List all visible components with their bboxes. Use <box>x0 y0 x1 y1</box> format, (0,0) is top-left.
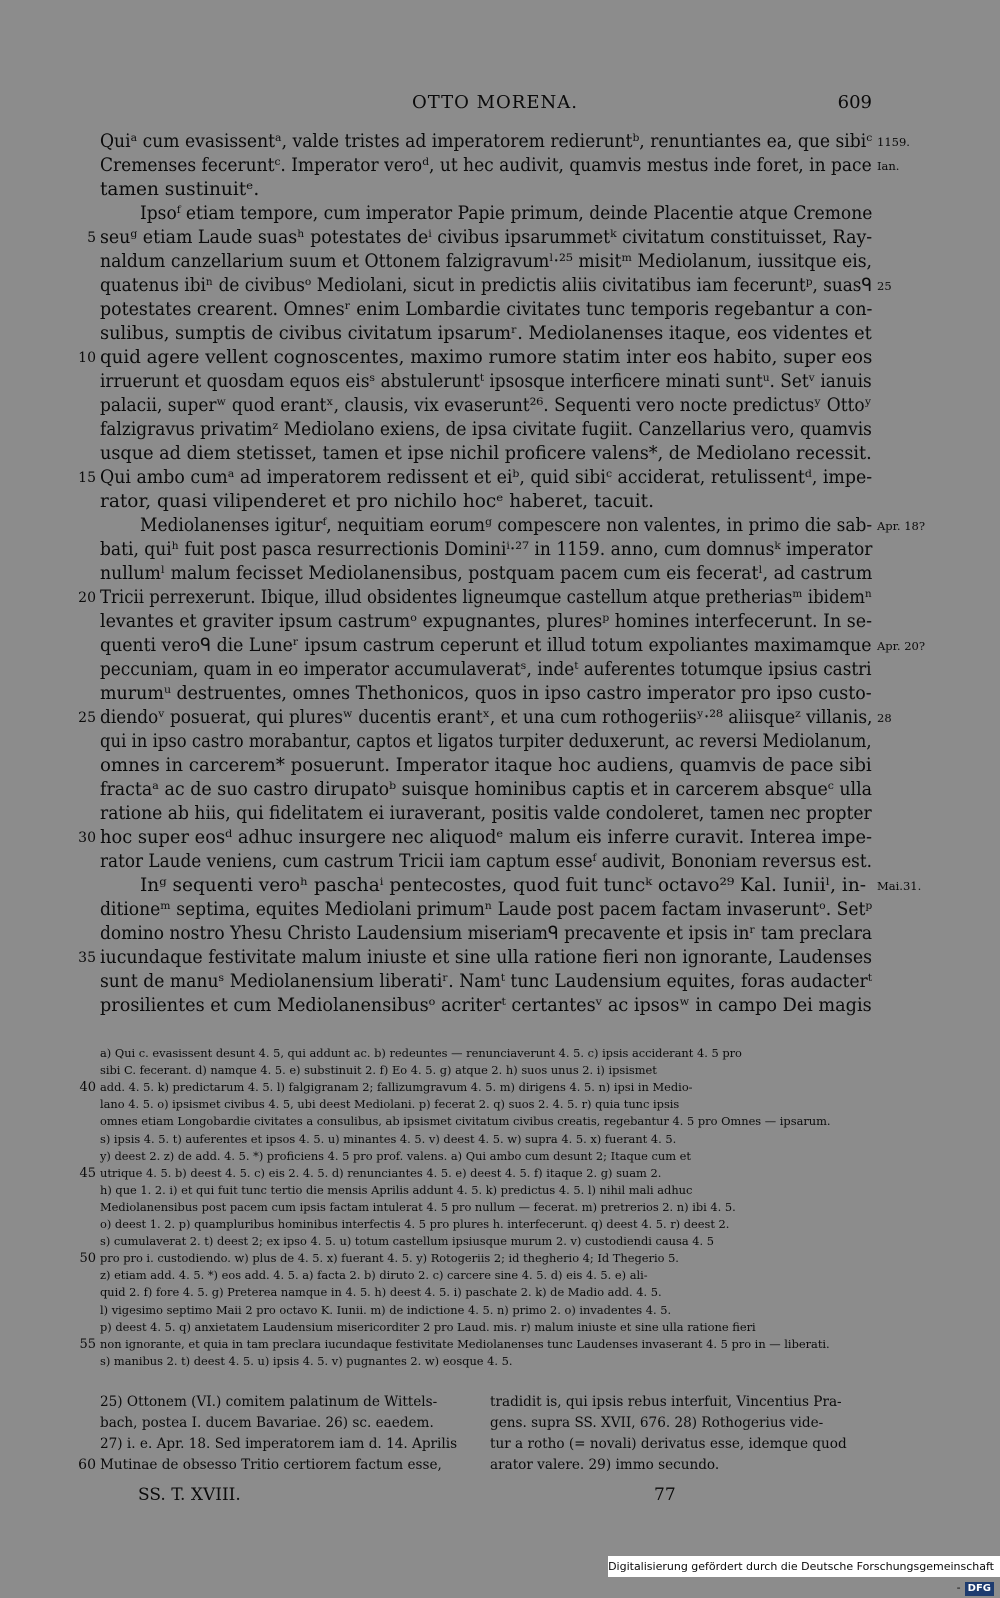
text-line: domino nostro Yhesu Christo Laudensium miseriamᑫ precavente et ipsis inʳ tam preclara <box>100 923 873 944</box>
footnote-line: o) deest 1. 2. p) quampluribus hominibus interfectis 4. 5 pro plures h. interfecerunt. q) deest 4. 5. r) deest 2. <box>100 1217 730 1231</box>
line-number: 35 <box>78 950 96 966</box>
text-line: quid agere vellent cognoscentes, maximo rumore statim inter eos habito, super eos <box>100 347 873 368</box>
note-right-line: tur a rotho (= novali) derivatus esse, idemque quod <box>490 1436 847 1452</box>
page-number: 609 <box>837 92 872 113</box>
margin-note: Apr. 20? <box>877 639 926 653</box>
text-line: fractaᵃ ac de suo castro dirupatoᵇ suisque hominibus captis et in carcerem absqueᶜ ulla <box>100 779 873 800</box>
text-line: peccuniam, quam in eo imperator accumulaveratˢ, indeᵗ auferentes totumque ipsius castri <box>100 659 872 680</box>
footnote-line: Mediolanensibus post pacem cum ipsis factam intulerat 4. 5 pro nullum — fecerat. m) pretrerios 2. n) ibi 4. 5. <box>100 1199 736 1214</box>
page-footer <box>0 1485 1000 1509</box>
footnote-line: quid 2. f) fore 4. 5. g) Preterea namque in 4. 5. h) deest 4. 5. i) paschate 2. k) de Madio add. 4. 5. <box>100 1285 662 1300</box>
footnote-line: p) deest 4. 5. q) anxietatem Laudensium misericorditer 2 pro Laud. mis. r) malum iniuste et sine ulla ratione fieri <box>100 1319 756 1334</box>
text-line: palacii, superʷ quod erantˣ, clausis, vix evaserunt²⁶. Sequenti vero nocte predictusʸ Ottoʸ <box>100 395 872 416</box>
line-number: 45 <box>79 1165 96 1181</box>
note-left-line: bach, postea I. ducem Bavariae. 26) sc. eaedem. <box>100 1415 434 1431</box>
margin-note: 1159. <box>877 135 910 149</box>
text-line: Mediolanenses igiturᶠ, nequitiam eorumᵍ compescere non valentes, in primo die sab- <box>140 515 873 536</box>
line-number: 20 <box>78 590 96 606</box>
text-line: ratione ab hiis, qui fidelitatem ei iuraverant, positis valde condoleret, tamen nec propter <box>100 803 872 824</box>
text-line: qui in ipso castro morabantur, captos et ligatos turpiter deduxerunt, ac reversi Mediolanum, <box>100 731 872 752</box>
text-line: Inᵍ sequenti veroʰ paschaⁱ pentecostes, quod fuit tuncᵏ octavo²⁹ Kal. Iuniiˡ, in- <box>140 875 867 896</box>
text-line: seuᵍ etiam Laude suasʰ potestates deⁱ civibus ipsarummetᵏ civitatum constituisset, Ray- <box>100 227 873 248</box>
footnote-line: a) Qui c. evasissent desunt 4. 5, qui addunt ac. b) redeuntes — renunciaverunt 4. 5. c) ipsis acciderant 4. 5 pro <box>100 1046 742 1060</box>
margin-note: 25 <box>877 279 892 293</box>
margin-note: Apr. 18? <box>877 519 926 533</box>
text-line: diendoᵛ posuerat, qui pluresʷ ducentis erantˣ, et una cum rothogeriisʸ·²⁸ aliisqueᶻ villanis, <box>100 707 873 728</box>
margin-note: Ian. <box>877 159 900 173</box>
text-line: murumᵘ destruentes, omnes Thethonicos, quos in ipso castro imperator pro ipso custo- <box>100 683 872 704</box>
footnote-line: s) ipsis 4. 5. t) auferentes et ipsos 4. 5. u) minantes 4. 5. v) deest 4. 5. w) supra 4. 5. x) fuerant 4. 5. <box>100 1131 677 1146</box>
note-right-line: tradidit is, qui ipsis rebus interfuit, Vincentius Pra- <box>490 1394 842 1410</box>
funding-text: Digitalisierung gefördert durch die Deutsche Forschungsgemeinschaft - <box>608 1560 994 1594</box>
text-line: Qui ambo cumᵃ ad imperatorem redissent et eiᵇ, quid sibiᶜ acciderat, retulissentᵈ, impe- <box>100 467 873 488</box>
dfg-logo: DFG <box>965 1582 994 1596</box>
note-left-line: Mutinae de obsesso Tritio certiorem factum esse, <box>100 1457 442 1473</box>
footnote-line: add. 4. 5. k) predictarum 4. 5. l) falgigranam 2; fallizumgravum 4. 5. m) dirigens 4. 5. n) ipsi in Medio- <box>100 1080 693 1095</box>
footnote-line: s) cumulaverat 2. t) deest 2; ex ipso 4. 5. u) totum castellum ipsiusque murum 2. v) custodiendi causa 4. 5 <box>100 1234 715 1249</box>
page-header <box>0 92 1000 122</box>
margin-note: Mai.31. <box>877 879 922 893</box>
footnote-line: sibi C. fecerant. d) namque 4. 5. e) substinuit 2. f) Eo 4. 5. g) atque 2. h) suos unus 2. i) ipsismet <box>100 1063 657 1078</box>
text-line: ditioneᵐ septima, equites Mediolani primumⁿ Laude post pacem factam invaseruntᵒ. Setᵖ <box>100 899 873 920</box>
text-line: rator, quasi vilipenderet et pro nichilo hocᵉ haberet, tacuit. <box>100 491 654 512</box>
text-line: usque ad diem stetisset, tamen et ipse nichil proficere valens*, de Mediolano recessit. <box>100 443 872 464</box>
footnote-line: lano 4. 5. o) ipsismet civibus 4. 5, ubi deest Mediolani. p) fecerat 2. q) suos 2. 4. 5. r) quia tunc ipsis <box>100 1097 680 1112</box>
text-line: levantes et graviter ipsum castrumᵒ expugnantes, pluresᵖ homines interfecerunt. In se- <box>100 611 872 632</box>
volume-signature: SS. T. XVIII. <box>138 1485 241 1505</box>
text-line: Tricii perrexerunt. Ibique, illud obsidentes ligneumque castellum atque pretheriasᵐ ibidemⁿ <box>100 587 873 608</box>
line-number: 30 <box>78 830 96 846</box>
footnote-line: h) que 1. 2. i) et qui fuit tunc tertio die mensis Aprilis addunt 4. 5. k) predictus 4. 5. l) nihil mali adhuc <box>100 1182 693 1197</box>
footnote-line: l) vigesimo septimo Maii 2 pro octavo K. Iunii. m) de indictione 4. 5. n) primo 2. o) invadentes 4. 5. <box>100 1302 672 1317</box>
text-line: Quiᵃ cum evasissentᵃ, valde tristes ad imperatorem redieruntᵇ, renuntiantes ea, que sibiᶜ <box>100 131 873 152</box>
line-number: 40 <box>79 1080 96 1096</box>
note-right-line: gens. supra SS. XVII, 676. 28) Rothogerius vide- <box>490 1415 824 1431</box>
footnote-line: pro pro i. custodiendo. w) plus de 4. 5. x) fuerant 4. 5. y) Rotogeriis 2; id theghеrio 4; Id Thegerio 5. <box>100 1251 679 1266</box>
text-line: iucundaque festivitate malum iniuste et sine ulla ratione fieri non ignorante, Laudenses <box>100 947 873 968</box>
text-line: Ipsoᶠ etiam tempore, cum imperator Papie primum, deinde Placentie atque Cremone <box>140 203 873 224</box>
line-number: 25 <box>78 710 96 726</box>
line-number: 60 <box>78 1457 96 1473</box>
margin-note: 28 <box>877 711 892 725</box>
text-line: irruerunt et quosdam equos eisˢ abstuleruntᵗ ipsosque interficere minati suntᵘ. Setᵛ ianuis <box>100 371 872 392</box>
footnote-line: utrique 4. 5. b) deest 4. 5. c) eis 2. 4. 5. d) renunciantes 4. 5. e) deest 4. 5. f) itaque 2. g) suam 2. <box>100 1165 662 1180</box>
text-line: quatenus ibiⁿ de civibusᵒ Mediolani, sicut in predictis aliis civitatibus iam feceruntᵖ, suasᑫ <box>100 275 873 296</box>
note-left-line: 27) i. e. Apr. 18. Sed imperatorem iam d. 14. Aprilis <box>100 1436 458 1452</box>
line-number: 10 <box>78 350 96 366</box>
text-line: Cremenses feceruntᶜ. Imperator verоᵈ, ut hec audivit, quamvis mestus inde foret, in pace <box>100 155 872 176</box>
text-line: rator Laude veniens, cum castrum Tricii iam captum esseᶠ audivit, Bononiam reversus est. <box>100 851 872 872</box>
footnote-line: y) deest 2. z) de add. 4. 5. *) proficiens 4. 5 pro prof. valens. a) Qui ambo cum desunt 2; Itaque cum et <box>100 1148 691 1163</box>
text-line: potestates crearent. Omnesʳ enim Lombardie civitates tunc temporis regebantur a con- <box>100 299 873 320</box>
line-number: 50 <box>79 1251 96 1267</box>
text-line: naldum canzellarium suum et Ottonem falzigravumˡ·²⁵ misitᵐ Mediolanum, iussitque eis, <box>100 251 873 272</box>
text-line: quenti veroᑫ die Luneʳ ipsum castrum ceperunt et illud totum expoliantes maximamque <box>100 635 872 656</box>
text-line: hoc super eosᵈ adhuc insurgere nec aliquodᵉ malum eis inferre curavit. Interea impe- <box>100 827 873 848</box>
text-line: nullumˡ malum fecisset Mediolanensibus, postquam pacem cum eis feceratˡ, ad castrum <box>100 563 873 584</box>
footnote-line: z) etiam add. 4. 5. *) eos add. 4. 5. a) facta 2. b) diruto 2. c) carcere sine 4. 5. d) eis 4. 5. e) ali- <box>100 1268 648 1283</box>
funding-badge <box>608 1556 1000 1594</box>
footnote-line: omnes etiam Longobardie civitates a consulibus, ab ipsismet civitatum civibus creatis, regebantur 4. 5 pro Omnes — ipsarum. <box>100 1114 831 1129</box>
text-line: sunt de manuˢ Mediolanensium liberatiʳ. Namᵗ tunc Laudensium equites, foras audacterᵗ <box>100 971 872 992</box>
footnote-line: s) manibus 2. t) deest 4. 5. u) ipsis 4. 5. v) pugnantes 2. w) eosque 4. 5. <box>100 1353 513 1368</box>
note-left-line: 25) Ottonem (VI.) comitem palatinum de Wittels- <box>100 1394 438 1410</box>
running-title: OTTO MORENA. <box>412 92 578 113</box>
text-line: sulibus, sumptis de civibus civitatum ipsarumʳ. Mediolanenses itaque, eos videntes et <box>100 323 872 344</box>
line-number: 15 <box>78 470 96 486</box>
footnote-line: non ignorante, et quia in tam preclara iucundaque festivitate Mediolanenses tunc Laudenses invaserant 4. 5 pro in — liberati. <box>100 1336 830 1351</box>
note-right-line: arator valere. 29) immo secundo. <box>490 1457 720 1473</box>
text-line: bati, quiʰ fuit post pasca resurrectionis Dominiⁱ·²⁷ in 1159. anno, cum domnusᵏ imperator <box>100 539 873 560</box>
text-line: falzigravus privatimᶻ Mediolano exiens, de ipsa civitate fugiit. Canzellarius vero, quamvis <box>100 419 872 440</box>
text-line: tamen sustinuitᵉ. <box>100 179 260 200</box>
text-line: prosilientes et cum Mediolanensibusᵒ acriterᵗ certantesᵛ ac ipsosʷ in campo Dei magis <box>100 995 872 1016</box>
text-line: omnes in carcerem* posuerunt. Imperator itaque hoc audiens, quamvis de pace sibi <box>100 755 872 776</box>
line-number: 55 <box>79 1336 96 1352</box>
line-number: 5 <box>87 230 96 246</box>
sheet-number: 77 <box>654 1485 676 1505</box>
